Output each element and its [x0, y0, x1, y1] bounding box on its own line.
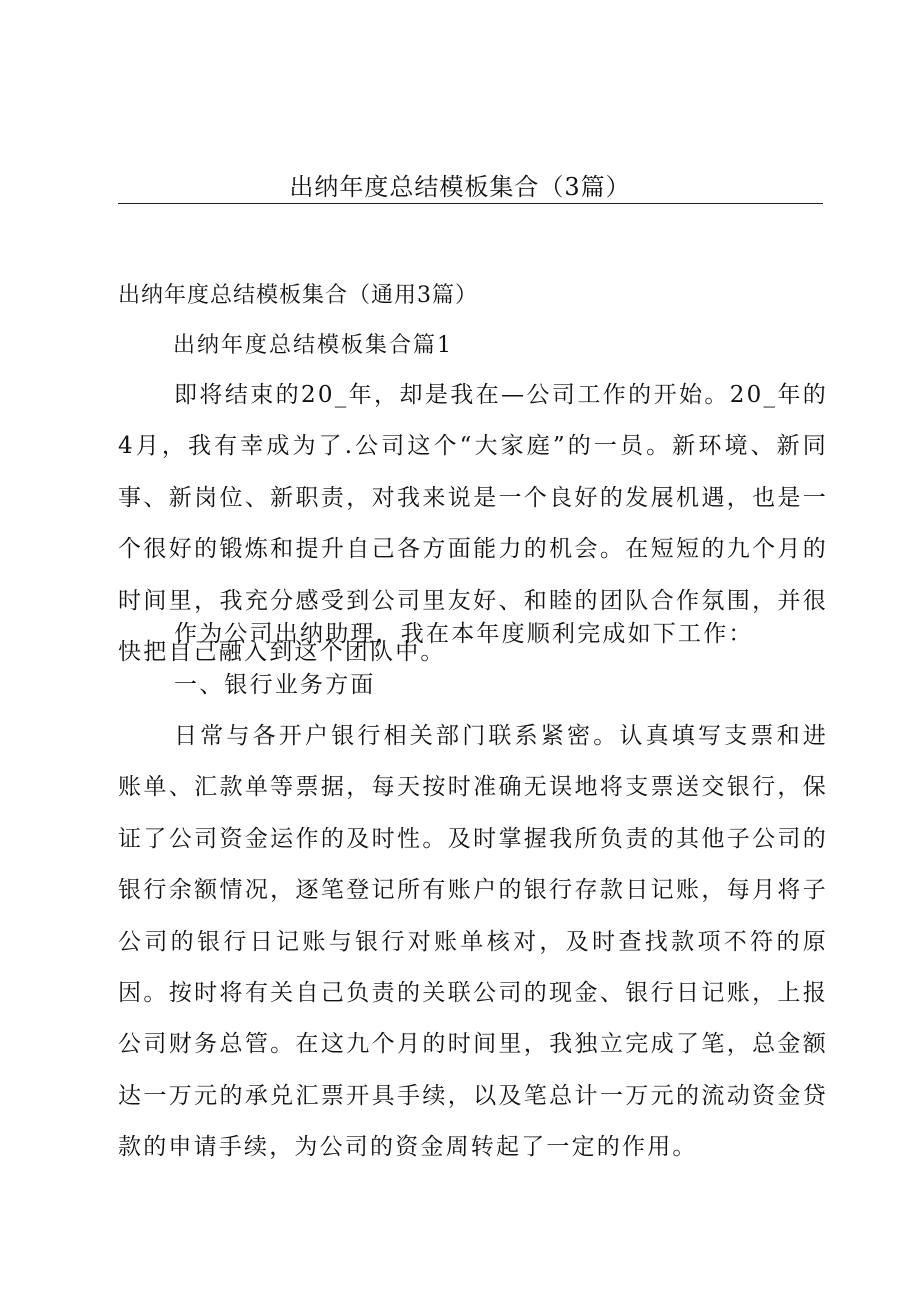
section-heading: 出纳年度总结模板集合篇1: [173, 333, 453, 358]
title-underline: [118, 203, 823, 204]
paragraph-bank-business: 日常与各开户银行相关部门联系紧密。认真填写支票和进账单、汇款单等票据，每天按时准确无误地将支票送交银行，保证了公司资金运作的及时性。及时掌握我所负责的其他子公司的银行余额情况，逐笔登记所有账户的银行存款日记账，每月将子公司的银行日记账与银行对账单核对，及时查找款项不符的原因。按时将有关自己负责的关联公司的现金、银行日记账，上报公司财务总管。在这九个月的时间里，我独立完成了笔，总金额达一万元的承兑汇票开具手续，以及笔总计一万元的流动资金贷款的申请手续，为公司的资金周转起了一定的作用。: [118, 723, 828, 1161]
subheading-bank-business: 一、银行业务方面: [174, 672, 376, 698]
document-title: 出纳年度总结模板集合（3篇）: [289, 173, 631, 201]
document-subtitle: 出纳年度总结模板集合（通用3篇）: [118, 283, 478, 308]
paragraph-intro: 即将结束的20_年，却是我在—公司工作的开始。20_年的4月，我有幸成为了.公司这个“大家庭”的一员。新环境、新同事、新岗位、新职责，对我来说是一个良好的发展机遇，也是一个很好的锻炼和提升自己各方面能力的机会。在短短的九个月的时间里，我充分感受到公司里友好、和睦的团队合作氛围，并很快把自己融入到这个团队中。: [118, 382, 828, 666]
paragraph-work-summary: 作为公司出纳助理，我在本年度顺利完成如下工作：: [174, 621, 754, 647]
